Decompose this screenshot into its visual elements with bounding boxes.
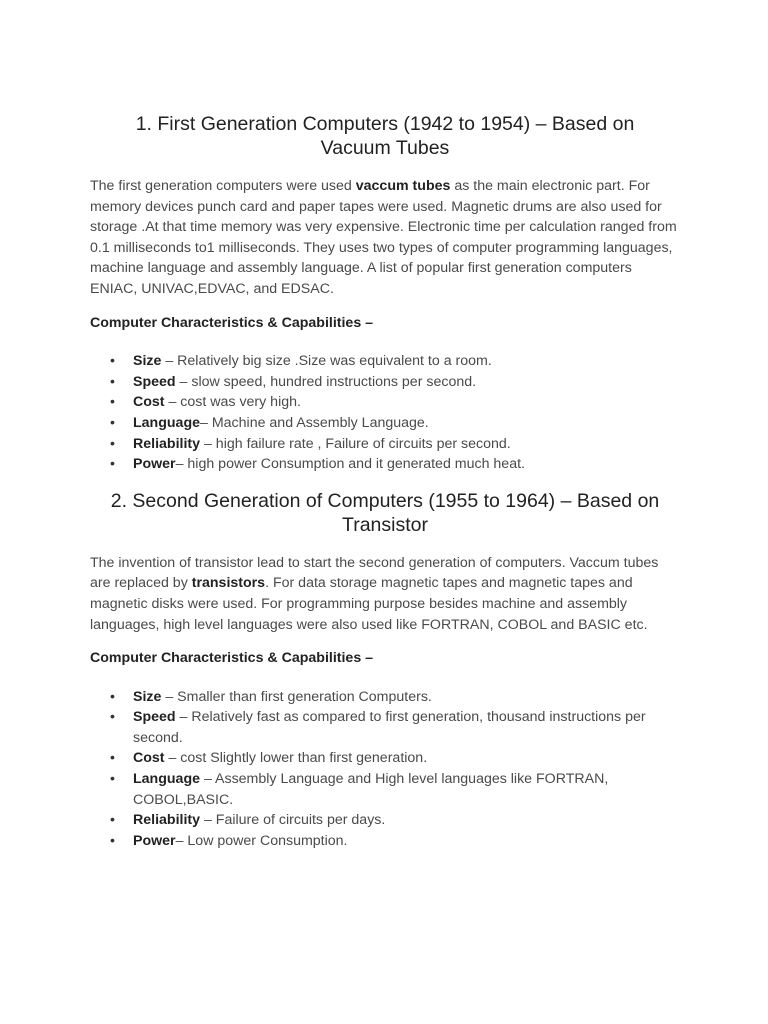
bullet-icon: • bbox=[110, 373, 115, 390]
item-term: Speed bbox=[133, 373, 176, 390]
list-item bbox=[90, 434, 680, 455]
section-paragraph bbox=[90, 176, 680, 300]
item-description: – cost Slightly lower than first generation. bbox=[164, 750, 428, 767]
list-item bbox=[90, 392, 680, 413]
paragraph-bold-term: vaccum tubes bbox=[355, 178, 451, 194]
item-term: Power bbox=[133, 456, 176, 473]
item-description: – cost was very high. bbox=[164, 394, 301, 411]
bullet-icon: • bbox=[110, 394, 115, 411]
section-heading: 2. Second Generation of Computers (1955 to 1964) – Based on Transistor bbox=[110, 489, 660, 536]
list-item bbox=[90, 454, 680, 475]
item-term: Cost bbox=[133, 394, 165, 411]
section-paragraph bbox=[90, 553, 680, 635]
bullet-icon: • bbox=[110, 414, 115, 431]
item-term: Speed bbox=[133, 709, 176, 726]
bullet-icon: • bbox=[110, 812, 115, 829]
paragraph-text: as the main electronic part. For memory devices punch card and paper tapes were used. Magnetic drums are also used for storage .At that time memory was very expensive. Electronic time per calculation ranged from 0.1 milliseconds to1 milliseconds. They uses two types of computer programming languages, machine language and assembly language. A list of popular first generation computers ENIAC, UNIVAC,EDVAC, and EDSAC. bbox=[90, 178, 677, 297]
paragraph-text: The invention of transistor lead to start the second generation of computers. Vaccum tubes are replaced by bbox=[90, 554, 659, 592]
item-description: – high failure rate , Failure of circuits per second. bbox=[200, 435, 511, 452]
characteristics-list bbox=[90, 687, 680, 852]
list-item bbox=[90, 810, 680, 831]
bullet-icon: • bbox=[110, 435, 115, 452]
bullet-icon: • bbox=[110, 832, 115, 849]
item-term: Size bbox=[133, 353, 162, 370]
item-term: Power bbox=[133, 832, 176, 849]
item-term: Reliability bbox=[133, 812, 201, 829]
list-item bbox=[90, 687, 680, 708]
bullet-icon: • bbox=[110, 456, 115, 473]
bullet-icon: • bbox=[110, 688, 115, 705]
item-term: Size bbox=[133, 688, 162, 705]
list-item bbox=[90, 413, 680, 434]
item-term: Cost bbox=[133, 750, 165, 767]
item-description: – Machine and Assembly Language. bbox=[200, 414, 429, 431]
item-term: Language bbox=[133, 771, 201, 788]
list-item bbox=[90, 351, 680, 372]
document-page bbox=[90, 112, 680, 851]
list-item bbox=[90, 769, 680, 810]
item-description: – Low power Consumption. bbox=[175, 832, 348, 849]
bullet-icon: • bbox=[110, 750, 115, 767]
item-description: – Failure of circuits per days. bbox=[200, 812, 386, 829]
paragraph-bold-term: transistors bbox=[191, 575, 266, 592]
section-heading: 1. First Generation Computers (1942 to 1954) – Based on Vacuum Tubes bbox=[135, 113, 635, 159]
item-term: Reliability bbox=[133, 435, 201, 452]
bullet-icon: • bbox=[110, 709, 115, 726]
item-term: Language bbox=[133, 414, 201, 431]
paragraph-text: The first generation computers were used bbox=[90, 178, 356, 194]
characteristics-list bbox=[90, 351, 680, 475]
item-description: – Smaller than first generation Computers. bbox=[161, 688, 432, 705]
list-item bbox=[90, 372, 680, 393]
item-description: – high power Consumption and it generated much heat. bbox=[175, 456, 525, 473]
list-item bbox=[90, 831, 680, 852]
item-description: – Relatively fast as compared to first generation, thousand instructions per second. bbox=[133, 709, 646, 746]
list-item bbox=[90, 748, 680, 769]
bullet-icon: • bbox=[110, 771, 115, 788]
item-description: – Relatively big size .Size was equivalent to a room. bbox=[161, 353, 492, 370]
paragraph-text: . For data storage magnetic tapes and magnetic tapes and magnetic disks were used. For programming purpose besides machine and assembly languages, high level languages were also used like FORTRAN, COBOL and BASIC etc. bbox=[90, 575, 648, 633]
characteristics-subheading: Computer Characteristics & Capabilities – bbox=[90, 314, 374, 331]
item-description: – slow speed, hundred instructions per second. bbox=[175, 373, 477, 390]
characteristics-subheading: Computer Characteristics & Capabilities – bbox=[90, 650, 374, 667]
item-description: – Assembly Language and High level languages like FORTRAN, COBOL,BASIC. bbox=[133, 771, 609, 808]
list-item bbox=[90, 707, 680, 748]
bullet-icon: • bbox=[110, 353, 115, 370]
